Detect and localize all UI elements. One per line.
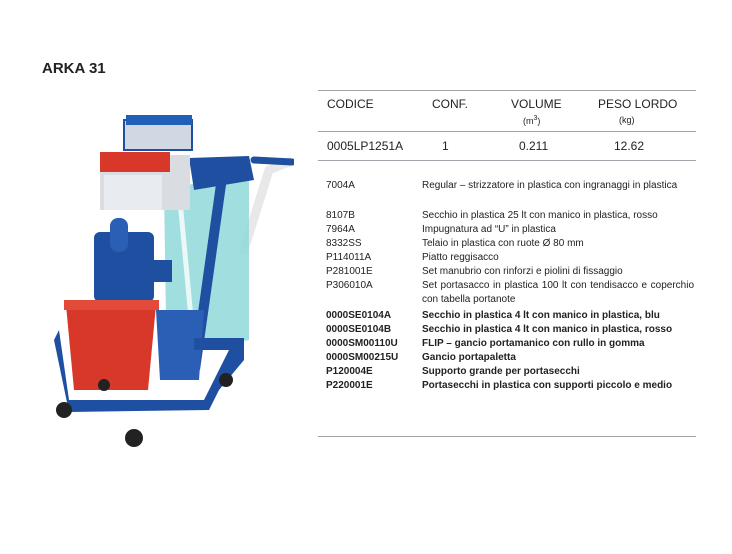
table-header-rule [318,131,696,132]
item-description: Impugnatura ad “U” in plastica [422,224,556,235]
item-description: Secchio in plastica 4 lt con manico in plastica, rosso [422,324,673,335]
table-bottom-rule [318,436,696,437]
row-peso: 12.62 [614,139,645,153]
item-code: 0000SM00110U [326,338,398,349]
header-peso: PESO LORDO [598,97,678,111]
item-description: Telaio in plastica con ruote Ø 80 mm [422,238,584,249]
item-description: Set portasacco in plastica 100 lt con tendisacco e coperchio con tabella portanote [422,280,694,305]
item-description: FLIP – gancio portamanico con rullo in gomma [422,338,645,349]
header-volume-unit: $(m^3)$ [523,115,541,126]
table-top-rule [318,90,696,91]
row-conf: 1 [442,139,449,153]
header-peso-unit: (kg) [619,115,635,125]
item-code: 0000SE0104A [326,310,392,321]
item-description: Set manubrio con rinforzi e piolini di fissaggio [422,266,623,277]
item-description: Supporto grande per portasecchi [422,366,580,377]
item-code: 0000SM00215U [326,352,399,363]
header-volume: VOLUME [511,97,562,111]
row-codice: 0005LP1251A [327,139,404,153]
header-codice: CODICE [327,97,374,111]
product-title: ARKA 31 [42,60,106,77]
cleaning-trolley-image [44,100,294,455]
header-conf: CONF. [432,97,468,111]
item-code: P281001E [326,266,373,277]
item-code: 0000SE0104B [326,324,392,335]
item-description: Regular – strizzatore in plastica con ingranaggi in plastica [422,180,678,191]
item-code: P114011A [326,252,372,263]
item-code: 8332SS [326,238,362,249]
item-description: Gancio portapaletta [422,352,516,363]
item-code: P306010A [326,280,373,291]
item-code: 8107B [326,210,355,221]
item-description: Piatto reggisacco [422,252,499,263]
item-description: Secchio in plastica 4 lt con manico in plastica, blu [422,310,660,321]
item-code: P220001E [326,380,373,391]
item-code: P120004E [326,366,373,377]
table-row-rule [318,160,696,161]
item-code: 7964A [326,224,355,235]
row-volume: 0.211 [519,139,549,153]
item-description: Portasecchi in plastica con supporti piccolo e medio [422,380,673,391]
item-description: Secchio in plastica 25 lt con manico in plastica, rosso [422,210,658,221]
item-code: 7004A [326,180,355,191]
